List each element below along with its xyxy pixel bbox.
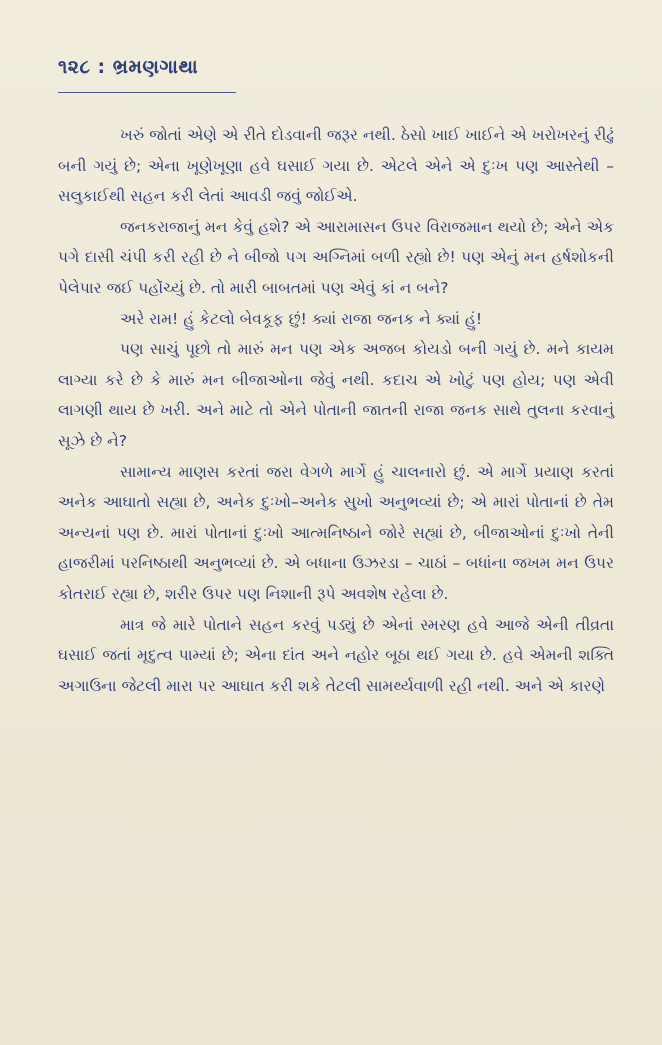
paragraph-2: જનકરાજાનું મન કેવું હશે? એ આરામાસન ઉપર વિરાજમાન થયો છે; એને એક પગે દાસી ચંપી કરી રહી છે ને બીજો પગ અગ્નિમાં બળી રહ્યો છે! પણ એનું મન હર્ષશોકની પેલેપાર જઈ પહોંચ્યું છે. તો મારી બાબતમાં પણ એવું કાં ન બને? <box>58 217 614 297</box>
paragraph-4: પણ સાચું પૂછો તો મારું મન પણ એક અજબ કોયડો બની ગયું છે. મને કાયમ લાગ્યા કરે છે કે મારું મન બીજાઓના જેવું નથી. કદાચ એ ખોટું પણ હોય; પણ એવી લાગણી થાય છે ખરી. અને માટે તો એને પોતાની જાતની રાજા જનક સાથે તુલના કરવાનું સૂઝે છે ને? <box>58 340 614 450</box>
paragraph-5: સામાન્ય માણસ કરતાં જરા વેગળે માર્ગે હું ચાલનારો છું. એ માર્ગે પ્રયાણ કરતાં અનેક આઘાતો સહ્યા છે, અનેક દુઃખો–અનેક સુખો અનુભવ્યાં છે; એ મારાં પોતાનાં છે તેમ અન્યનાં પણ છે. મારાં પોતાનાં દુઃખો આત્મનિષ્ઠાને જોરે સહ્યાં છે, બીજાઓનાં દુઃખો તેની હાજરીમાં પરનિષ્ઠાથી અનુભવ્યાં છે. એ બધાના ઉઝરડા – ચાઠાં – બધાંના જખમ મન ઉપર કોતરાઈ રહ્યા છે, શરીર ઉપર પણ નિશાની રૂપે અવશેષ રહેલા છે. <box>58 462 614 603</box>
paragraph-3: અરે રામ! હું કેટલો બેવકૂફ છું! ક્યાં રાજા જનક ને ક્યાં હું! <box>120 309 483 328</box>
body-text <box>58 120 614 701</box>
paragraph-6: માત્ર જે મારે પોતાને સહન કરવું પડ્યું છે એનાં સ્મરણ હવે આજે એની તીવ્રતા ઘસાઈ જતાં મૃદુત્વ પામ્યાં છે; એના દાંત અને નહોર બૂઠા થઈ ગયા છે. હવે એમની શક્તિ અગાઉના જેટલી મારા પર આઘાત કરી શકે તેટલી સામર્થ્યવાળી રહી નથી. અને એ કારણે <box>58 615 614 695</box>
header-underline <box>58 92 236 93</box>
paragraph-1: ખરું જોતાં એણે એ રીતે દોડવાની જરૂર નથી. ઠેસો ખાઈ ખાઈને એ ખરોખરનું રીઢું બની ગયું છે; એના ખૂણેખૂણા હવે ઘસાઈ ગયા છે. એટલે એને એ દુઃખ પણ આસ્તેથી – સલુકાઈથી સહન કરી લેતાં આવડી જવું જોઈએ. <box>58 126 614 206</box>
page-header: ૧૨૮ : ભ્રમણગાથા <box>58 56 199 78</box>
